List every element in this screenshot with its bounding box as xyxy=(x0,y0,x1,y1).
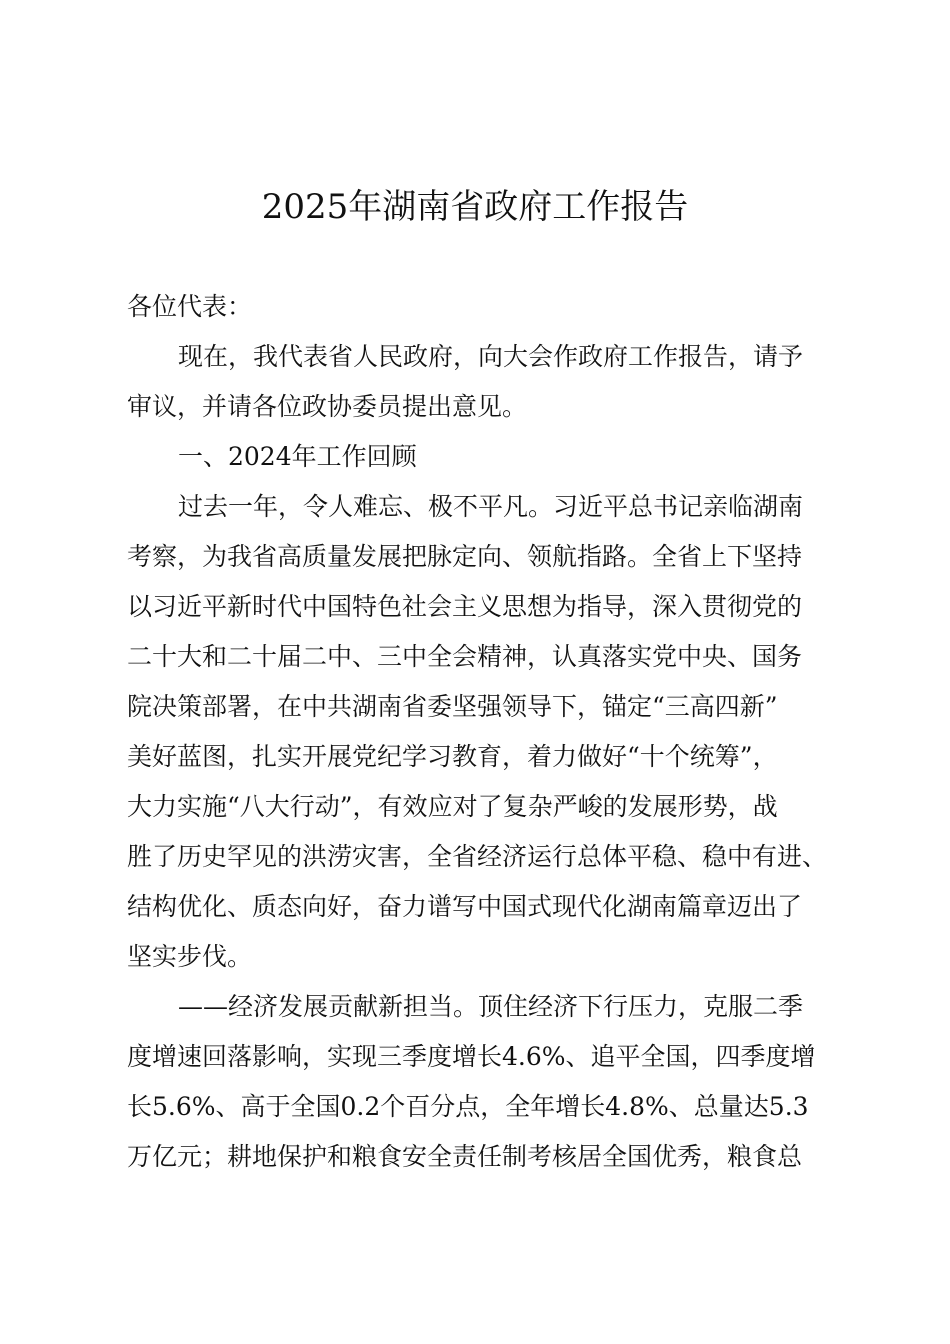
paragraph-line: 美好蓝图，扎实开展党纪学习教育，着力做好“十个统筹”， xyxy=(127,742,778,771)
paragraph-line: 以习近平新时代中国特色社会主义思想为指导，深入贯彻党的 xyxy=(127,592,803,621)
paragraph-line: 院决策部署，在中共湖南省委坚强领导下，锚定“三高四新” xyxy=(127,692,778,721)
paragraph-line: 现在，我代表省人民政府，向大会作政府工作报告，请予 xyxy=(178,342,804,371)
paragraph-line: 审议，并请各位政协委员提出意见。 xyxy=(127,392,528,421)
document-body xyxy=(127,282,833,1182)
salutation-line: 各位代表： xyxy=(127,292,253,321)
paragraph-line: 坚实步伐。 xyxy=(127,942,253,971)
paragraph-line: 万亿元；耕地保护和粮食安全责任制考核居全国优秀，粮食总 xyxy=(127,1142,803,1171)
paragraph-line: 过去一年，令人难忘、极不平凡。习近平总书记亲临湖南 xyxy=(178,492,804,521)
paragraph-line: ——经济发展贡献新担当。顶住经济下行压力，克服二季 xyxy=(178,992,804,1021)
paragraph-line: 考察，为我省高质量发展把脉定向、领航指路。全省上下坚持 xyxy=(127,542,803,571)
paragraph-line: 二十大和二十届二中、三中全会精神，认真落实党中央、国务 xyxy=(127,642,803,671)
paragraph-line: 度增速回落影响，实现三季度增长4.6%、追平全国，四季度增 xyxy=(127,1042,816,1071)
paragraph-line: 大力实施“八大行动”，有效应对了复杂严峻的发展形势，战 xyxy=(127,792,778,821)
section-heading: 一、2024年工作回顾 xyxy=(178,442,417,471)
document-title: 2025年湖南省政府工作报告 xyxy=(261,187,689,227)
paragraph-line: 长5.6%、高于全国0.2个百分点，全年增长4.8%、总量达5.3 xyxy=(127,1092,809,1121)
paragraph-line: 胜了历史罕见的洪涝灾害，全省经济运行总体平稳、稳中有进、 xyxy=(127,842,828,871)
paragraph-line: 结构优化、质态向好，奋力谱写中国式现代化湖南篇章迈出了 xyxy=(127,892,803,921)
